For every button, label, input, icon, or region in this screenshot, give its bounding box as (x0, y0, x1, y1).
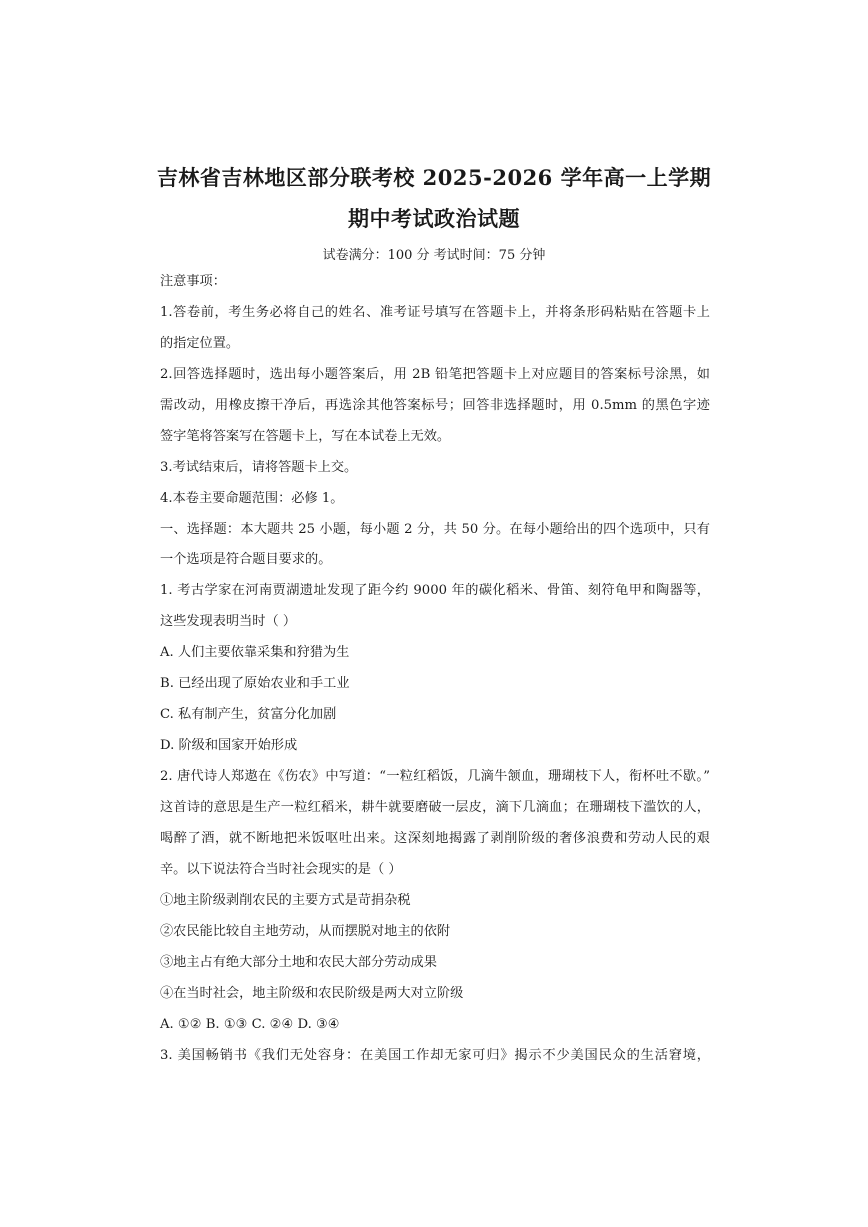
question-2-statement: ③地主占有绝大部分土地和农民大部分劳动成果 (160, 955, 437, 970)
question-1-option: C. 私有制产生，贫富分化加剧 (160, 707, 337, 722)
question-3-stem: 3. 美国畅销书《我们无处容身：在美国工作却无家可归》揭示不少美国民众的生活窘境， (160, 1048, 710, 1063)
section-heading: 一个选项是符合题目要求的。 (160, 552, 332, 567)
page-title: 吉林省吉林地区部分联考校 2025-2026 学年高一上学期 (156, 165, 712, 190)
question-1-option: D. 阶级和国家开始形成 (160, 738, 298, 753)
question-2-statement: ④在当时社会，地主阶级和农民阶级是两大对立阶级 (160, 986, 464, 1001)
notice-line: 签字笔将答案写在答题卡上，写在本试卷上无效。 (160, 429, 451, 444)
question-2-choices: A. ①② B. ①③ C. ②④ D. ③④ (160, 1017, 340, 1032)
notice-line: 2.回答选择题时，选出每小题答案后，用 2B 铅笔把答题卡上对应题目的答案标号涂黑，如 (160, 367, 710, 382)
question-2-statement: ②农民能比较自主地劳动，从而摆脱对地主的依附 (160, 924, 451, 939)
question-1-option: A. 人们主要依靠采集和狩猎为生 (160, 645, 350, 660)
notice-line: 1.答卷前，考生务必将自己的姓名、准考证号填写在答题卡上，并将条形码粘贴在答题卡上 (160, 305, 710, 320)
question-2-statement: ①地主阶级剥削农民的主要方式是苛捐杂税 (160, 893, 411, 908)
question-2-stem: 喝醉了酒，就不断地把米饭呕吐出来。这深刻地揭露了剥削阶级的奢侈浪费和劳动人民的艰 (160, 831, 710, 846)
exam-info: 试卷满分：100 分 考试时间：75 分钟 (322, 248, 546, 263)
question-2-stem: 2. 唐代诗人郑遨在《伤农》中写道：“一粒红稻饭，几滴牛颔血，珊瑚枝下人，衔杯吐不歇。” (160, 769, 710, 784)
notice-line: 3.考试结束后，请将答题卡上交。 (160, 460, 358, 475)
question-1-option: B. 已经出现了原始农业和手工业 (160, 676, 350, 691)
question-2-stem: 这首诗的意思是生产一粒红稻米，耕牛就要磨破一层皮，滴下几滴血；在珊瑚枝下滥饮的人， (160, 800, 710, 815)
question-1-stem: 这些发现表明当时（ ） (160, 614, 297, 629)
question-1-stem: 1. 考古学家在河南贾湖遗址发现了距今约 9000 年的碳化稻米、骨笛、刻符龟甲和陶器等， (160, 583, 710, 598)
notice-heading: 注意事项： (160, 274, 226, 289)
section-heading: 一、选择题：本大题共 25 小题，每小题 2 分，共 50 分。在每小题给出的四个选项中，只有 (160, 522, 710, 537)
notice-line: 4.本卷主要命题范围：必修 1。 (160, 491, 344, 506)
question-2-stem: 辛。以下说法符合当时社会现实的是（ ） (160, 862, 402, 877)
notice-line: 的指定位置。 (160, 336, 240, 351)
page-subtitle: 期中考试政治试题 (348, 206, 520, 231)
notice-line: 需改动，用橡皮擦干净后，再选涂其他答案标号；回答非选择题时，用 0.5mm 的黑色字迹 (160, 398, 710, 413)
